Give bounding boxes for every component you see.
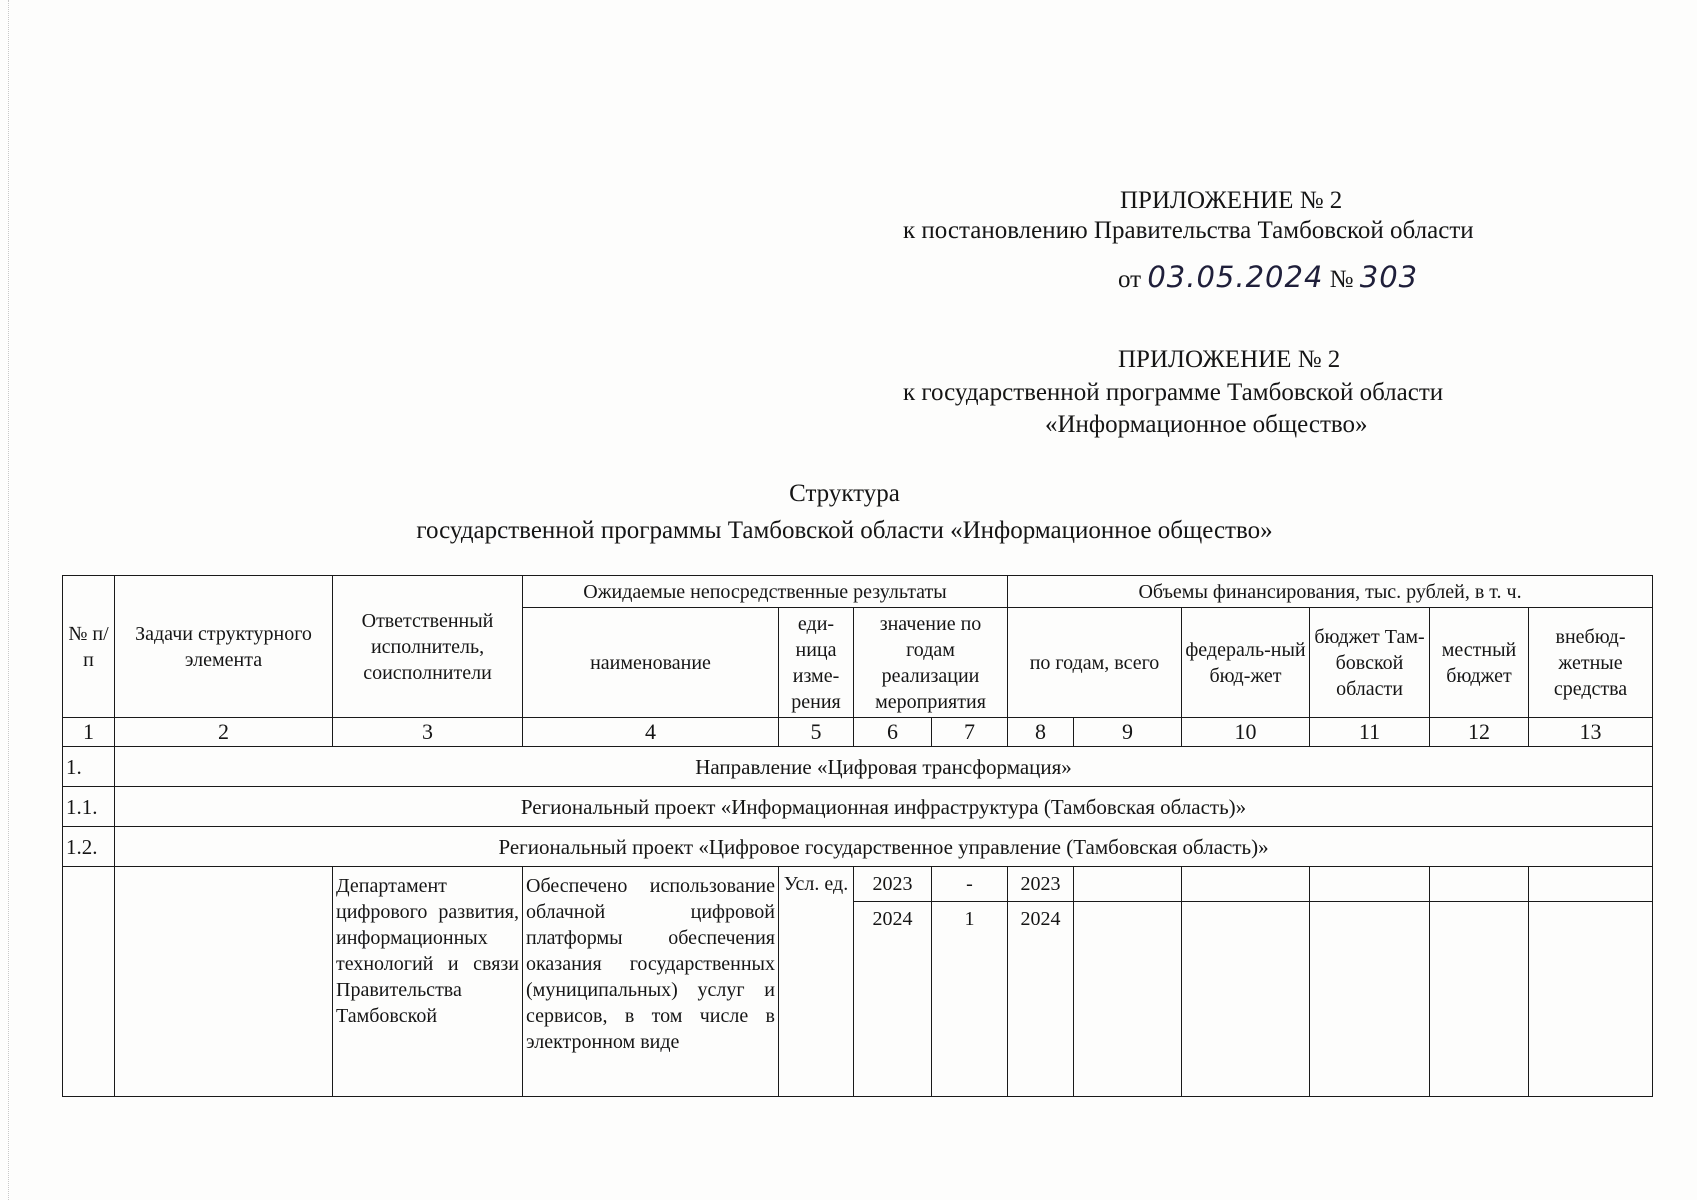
appendix-subtitle-3: «Информационное общество» (1045, 411, 1368, 438)
fin-total-cell (1074, 902, 1182, 1097)
number-sign: № (1329, 266, 1354, 293)
section-title: Направление «Цифровая трансформация» (115, 747, 1653, 787)
year-cell: 2024 (854, 902, 932, 1097)
col-number: 5 (779, 718, 854, 747)
fin-extrabudget-cell (1529, 867, 1653, 902)
section-title: Региональный проект «Информационная инфраструктура (Тамбовская область)» (115, 787, 1653, 827)
result-name-cell: Обеспечено использование облачной цифровой платформы обеспечения оказания государственных (муниципальных) услуг и сервисов, в том числе в электронном виде (523, 867, 779, 1097)
header-by-years-total: по годам, всего (1008, 608, 1182, 718)
col-number: 2 (115, 718, 333, 747)
fin-regional-cell (1310, 902, 1430, 1097)
section-number: 1.1. (63, 787, 115, 827)
fin-total-cell (1074, 867, 1182, 902)
handwritten-number: 303 (1359, 260, 1419, 294)
data-tasks-cell (115, 867, 333, 1097)
col-number: 10 (1182, 718, 1310, 747)
appendix-subtitle-2: к государственной программе Тамбовской области (903, 379, 1444, 406)
section-title: Региональный проект «Цифровое государственное управление (Тамбовская область)» (115, 827, 1653, 867)
col-number: 4 (523, 718, 779, 747)
header-unit: еди-ница изме-рения (779, 608, 854, 718)
fin-local-cell (1430, 867, 1529, 902)
header-value-by-years: значение по годам реализации мероприятия (854, 608, 1008, 718)
section-number: 1.2. (63, 827, 115, 867)
value-cell: 1 (932, 902, 1008, 1097)
fin-year-cell: 2024 (1008, 902, 1074, 1097)
col-number: 11 (1310, 718, 1430, 747)
col-number: 12 (1430, 718, 1529, 747)
page-edge (8, 0, 10, 1200)
executor-cell: Департамент цифрового развития, информационных технологий и связи Правительства Тамбовской (333, 867, 523, 1097)
header-num: № п/п (63, 576, 115, 718)
col-number: 1 (63, 718, 115, 747)
header-local: местный бюджет (1430, 608, 1529, 718)
appendix-title-1: ПРИЛОЖЕНИЕ № 2 (1120, 187, 1343, 214)
fin-extrabudget-cell (1529, 902, 1653, 1097)
header-expected-results: Ожидаемые непосредственные результаты (523, 576, 1008, 608)
col-number: 8 (1008, 718, 1074, 747)
year-cell: 2023 (854, 867, 932, 902)
order-line (1118, 262, 1418, 295)
fin-federal-cell (1182, 867, 1310, 902)
unit-cell: Усл. ед. (779, 867, 854, 1097)
appendix-subtitle-1: к постановлению Правительства Тамбовской области (903, 217, 1474, 244)
fin-local-cell (1430, 902, 1529, 1097)
fin-regional-cell (1310, 867, 1430, 902)
header-funding: Объемы финансирования, тыс. рублей, в т. ч. (1008, 576, 1653, 608)
fin-federal-cell (1182, 902, 1310, 1097)
col-number: 13 (1529, 718, 1653, 747)
section-number: 1. (63, 747, 115, 787)
data-num-cell (63, 867, 115, 1097)
header-regional: бюджет Там-бовской области (1310, 608, 1430, 718)
doc-subtitle: государственной программы Тамбовской области «Информационное общество» (416, 517, 1273, 544)
col-number: 9 (1074, 718, 1182, 747)
col-number: 7 (932, 718, 1008, 747)
fin-year-cell: 2023 (1008, 867, 1074, 902)
appendix-title-2: ПРИЛОЖЕНИЕ № 2 (1118, 346, 1341, 373)
handwritten-date: 03.05.2024 (1147, 260, 1324, 294)
header-name: наименование (523, 608, 779, 718)
header-extrabudget: внебюд-жетные средства (1529, 608, 1653, 718)
header-tasks: Задачи структурного элемента (115, 576, 333, 718)
doc-title: Структура (789, 480, 900, 507)
col-number: 3 (333, 718, 523, 747)
col-number: 6 (854, 718, 932, 747)
header-federal: федераль-ный бюд-жет (1182, 608, 1310, 718)
value-cell: - (932, 867, 1008, 902)
structure-table (62, 575, 1653, 1097)
from-label: от (1118, 266, 1142, 293)
header-executor: Ответственный исполнитель, соисполнители (333, 576, 523, 718)
